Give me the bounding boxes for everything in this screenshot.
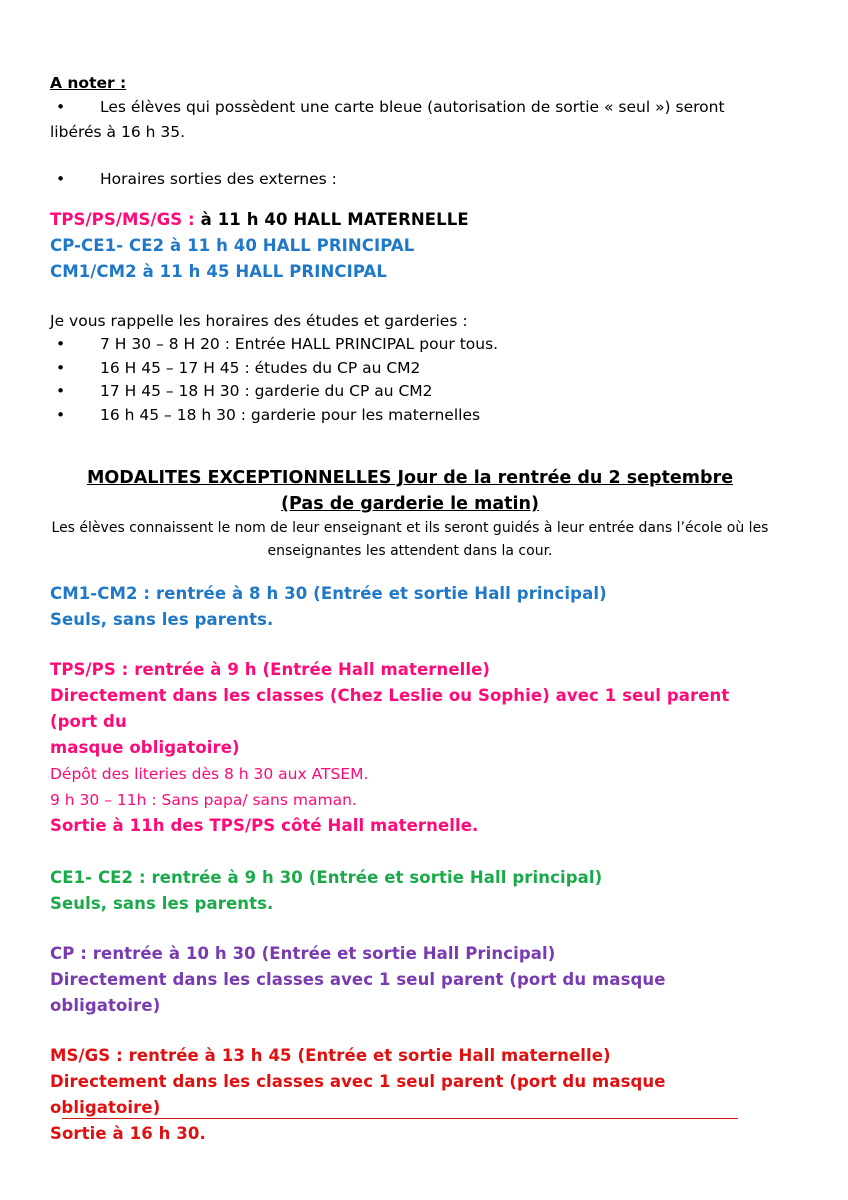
document-page <box>50 70 770 1147</box>
externes-rest: à 11 h 40 HALL MATERNELLE <box>200 210 469 229</box>
msgs-detail: Directement dans les classes avec 1 seul parent (port du masque obligatoire) <box>50 1072 666 1117</box>
rappel-item <box>50 333 770 357</box>
cp-detail: Directement dans les classes avec 1 seul parent (port du masque obligatoire) <box>50 970 666 1015</box>
ce-rentree: CE1- CE2 : rentrée à 9 h 30 (Entrée et sortie Hall principal) <box>50 868 603 887</box>
msgs-rentree: MS/GS : rentrée à 13 h 45 (Entrée et sortie Hall maternelle) <box>50 1046 611 1065</box>
bullet-icon: • <box>56 335 66 353</box>
tps-rentree: TPS/PS : rentrée à 9 h (Entrée Hall maternelle) <box>50 660 491 679</box>
tps-sortie: Sortie à 11h des TPS/PS côté Hall maternelle. <box>50 816 479 835</box>
bottom-divider <box>62 1118 738 1119</box>
rappel-item-text: 16 H 45 – 17 H 45 : études du CP au CM2 <box>100 358 421 377</box>
tps-detail-1: Directement dans les classes (Chez Leslie ou Sophie) avec 1 seul parent (port du <box>50 686 730 731</box>
modalites-intro-line1: Les élèves connaissent le nom de leur enseignant et ils seront guidés à leur entrée dans l’école où les <box>51 520 769 536</box>
rappel-intro: Je vous rappelle les horaires des études et garderies : <box>50 312 468 330</box>
cm-rentree: CM1-CM2 : rentrée à 8 h 30 (Entrée et sortie Hall principal) <box>50 584 607 603</box>
note-bullet <box>50 168 770 192</box>
ce-detail: Seuls, sans les parents. <box>50 894 274 913</box>
cm-detail: Seuls, sans les parents. <box>50 610 274 629</box>
modalites-title: MODALITES EXCEPTIONNELLES Jour de la rentrée du 2 septembre <box>86 468 734 488</box>
rappel-item-text: 17 H 45 – 18 H 30 : garderie du CP au CM2 <box>100 382 433 400</box>
rappel-item-text: 7 H 30 – 8 H 20 : Entrée HALL PRINCIPAL pour tous. <box>100 335 499 353</box>
rappel-item <box>50 380 770 404</box>
externes-line-cm: CM1/CM2 à 11 h 45 HALL PRINCIPAL <box>50 262 387 281</box>
bullet-icon: • <box>56 169 66 188</box>
tps-horaire: 9 h 30 – 11h : Sans papa/ sans maman. <box>50 791 357 809</box>
tps-literies: Dépôt des literies dès 8 h 30 aux ATSEM. <box>50 765 369 783</box>
tps-detail-2: masque obligatoire) <box>50 738 240 757</box>
externes-line-maternelle <box>50 207 770 233</box>
bullet-icon: • <box>56 358 66 377</box>
bullet-icon: • <box>56 405 66 424</box>
rappel-item-text: 16 h 45 – 18 h 30 : garderie pour les maternelles <box>100 405 481 424</box>
cp-rentree: CP : rentrée à 10 h 30 (Entrée et sortie Hall Principal) <box>50 944 556 963</box>
note-bullet <box>50 96 770 120</box>
externes-line-cp-ce: CP-CE1- CE2 à 11 h 40 HALL PRINCIPAL <box>50 236 415 255</box>
note-bullet-text: Les élèves qui possèdent une carte bleue (autorisation de sortie « seul ») seront <box>100 98 725 116</box>
bullet-icon: • <box>56 382 66 400</box>
externes-prefix: TPS/PS/MS/GS : <box>50 210 201 229</box>
note-bullet-text: Horaires sorties des externes : <box>100 169 337 188</box>
modalites-intro-line2: enseignantes les attendent dans la cour. <box>267 543 553 559</box>
note-header: A noter : <box>50 74 127 92</box>
rappel-item <box>50 357 770 381</box>
msgs-sortie: Sortie à 16 h 30. <box>50 1124 206 1143</box>
modalites-subtitle: (Pas de garderie le matin) <box>281 494 539 514</box>
note-bullet-continuation: libérés à 16 h 35. <box>50 122 186 141</box>
bullet-icon: • <box>56 98 66 116</box>
rappel-item <box>50 404 770 428</box>
